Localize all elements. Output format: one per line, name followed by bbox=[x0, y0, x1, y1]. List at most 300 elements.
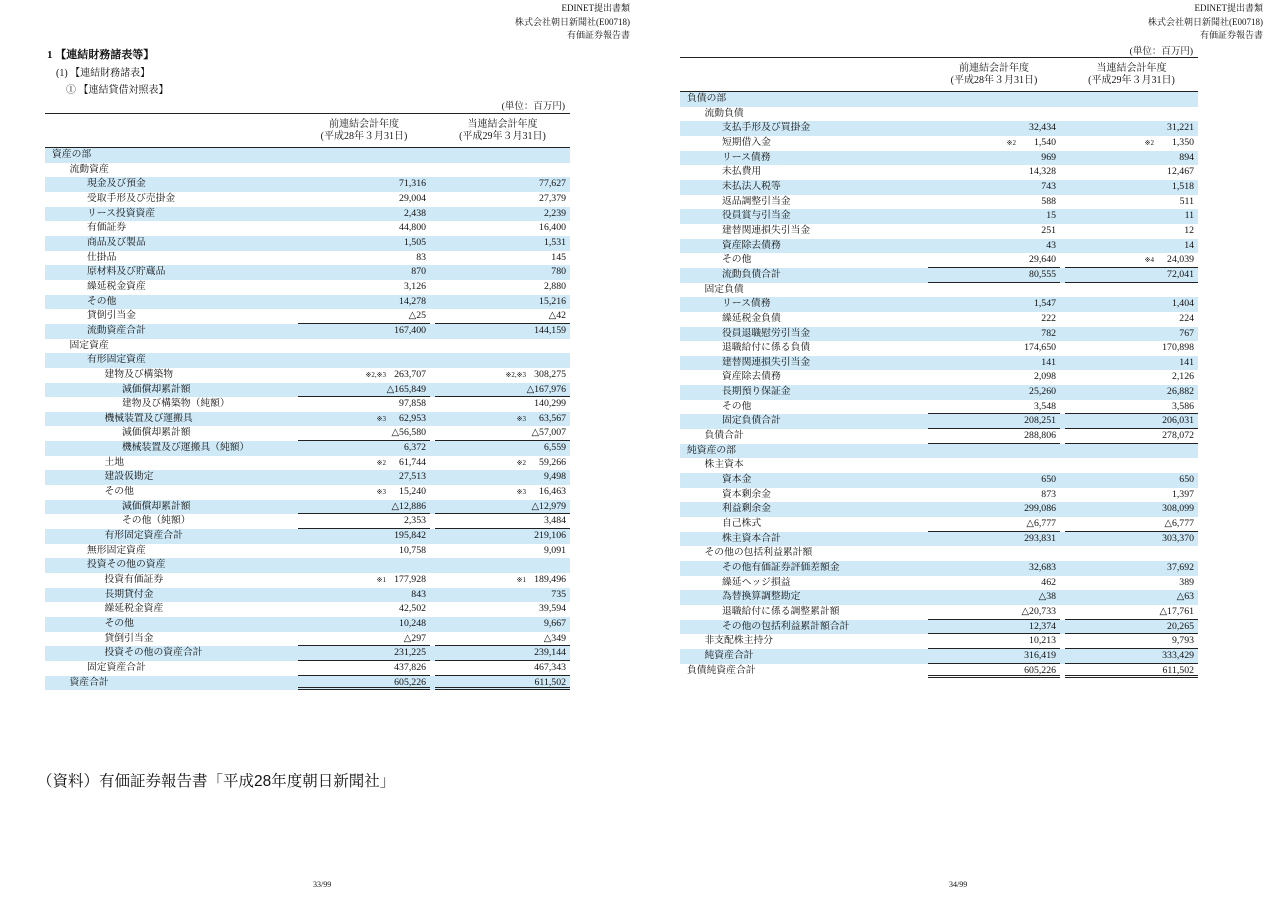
curr-year-value: △349 bbox=[543, 632, 566, 644]
prev-year-value: 588 bbox=[1041, 195, 1056, 207]
note-reference: ※2 bbox=[516, 458, 526, 467]
row-label: 資産合計 bbox=[69, 676, 109, 688]
curr-year-value-cell bbox=[435, 602, 570, 617]
curr-year-value: △6,777 bbox=[1164, 518, 1194, 530]
curr-year-value-cell bbox=[435, 163, 570, 178]
curr-year-value: 59,266 bbox=[539, 456, 566, 468]
prev-year-value-cell bbox=[928, 107, 1060, 122]
curr-year-value: 26,882 bbox=[1167, 386, 1194, 398]
table-row bbox=[680, 620, 1198, 635]
prev-year-value-cell bbox=[298, 558, 430, 573]
table-row bbox=[680, 634, 1198, 649]
curr-year-value-cell bbox=[1065, 561, 1198, 576]
row-label: 建替関連損失引当金 bbox=[722, 224, 811, 236]
table-row bbox=[680, 561, 1198, 576]
prev-year-value-cell bbox=[298, 500, 430, 515]
prev-year-value-cell bbox=[928, 605, 1060, 620]
curr-year-value-cell bbox=[1065, 341, 1198, 356]
table-row bbox=[45, 295, 570, 310]
prev-year-value-cell bbox=[298, 177, 430, 192]
prev-year-value-cell bbox=[298, 163, 430, 178]
prev-column-date: (平成28年３月31日) bbox=[320, 130, 408, 142]
row-label: 原材料及び貯蔵品 bbox=[87, 266, 166, 278]
curr-column-title: 当連結会計年度 bbox=[1096, 62, 1167, 74]
row-label: 資産除去債務 bbox=[722, 239, 781, 251]
prev-year-value-cell bbox=[298, 470, 430, 485]
prev-year-value: △6,777 bbox=[1026, 518, 1056, 530]
prev-year-value: 14,328 bbox=[1029, 166, 1056, 178]
curr-column-date: (平成29年３月31日) bbox=[459, 130, 546, 142]
curr-year-value-cell bbox=[435, 544, 570, 559]
prev-year-value: 29,640 bbox=[1029, 254, 1056, 266]
prev-year-value-cell bbox=[298, 573, 430, 588]
table-row bbox=[45, 368, 570, 383]
curr-year-value: 31,221 bbox=[1167, 122, 1194, 134]
curr-year-value: 224 bbox=[1179, 312, 1194, 324]
row-label: 固定資産合計 bbox=[87, 661, 146, 673]
curr-year-value-cell bbox=[1065, 356, 1198, 371]
row-label: 有形固定資産 bbox=[87, 354, 146, 366]
note-reference: ※2 bbox=[1006, 138, 1016, 147]
row-label: 有形固定資産合計 bbox=[104, 530, 183, 542]
prev-year-value: 42,502 bbox=[399, 603, 426, 615]
table-row bbox=[45, 602, 570, 617]
column-header-prev bbox=[928, 58, 1060, 91]
prev-year-value: 650 bbox=[1041, 474, 1056, 486]
table-row bbox=[45, 500, 570, 515]
table-row bbox=[45, 280, 570, 295]
header-label-cell bbox=[680, 58, 928, 91]
prev-year-value-cell bbox=[298, 544, 430, 559]
table-row bbox=[45, 221, 570, 236]
prev-year-value-cell bbox=[928, 634, 1060, 649]
curr-year-value-cell bbox=[1065, 92, 1198, 107]
curr-year-value: △63 bbox=[1176, 591, 1194, 603]
curr-year-value: 141 bbox=[1179, 356, 1194, 368]
table-row bbox=[680, 546, 1198, 561]
row-label: 有価証券 bbox=[87, 222, 127, 234]
row-label: 商品及び製品 bbox=[87, 236, 146, 248]
row-label: 役員賞与引当金 bbox=[722, 210, 791, 222]
table-row bbox=[45, 573, 570, 588]
prev-year-value: 83 bbox=[416, 251, 426, 263]
prev-year-value: 27,513 bbox=[399, 471, 426, 483]
note-reference: ※4 bbox=[1144, 256, 1154, 265]
table-row bbox=[680, 370, 1198, 385]
curr-year-value: 511 bbox=[1179, 195, 1194, 207]
row-label: 貸倒引当金 bbox=[104, 632, 154, 644]
curr-year-value-cell bbox=[435, 251, 570, 266]
curr-year-value-cell bbox=[1065, 385, 1198, 400]
curr-year-value-cell bbox=[1065, 136, 1198, 151]
row-label: 土地 bbox=[104, 456, 125, 468]
curr-year-value: 1,350 bbox=[1171, 136, 1194, 148]
header-label-cell bbox=[45, 114, 298, 147]
curr-year-value-cell bbox=[1065, 444, 1198, 459]
prev-year-value: 32,434 bbox=[1029, 122, 1056, 134]
prev-year-value: 1,505 bbox=[403, 236, 426, 248]
prev-year-value: 843 bbox=[411, 588, 426, 600]
curr-year-value-cell bbox=[435, 617, 570, 632]
table-header bbox=[45, 114, 570, 148]
curr-year-value-cell bbox=[435, 353, 570, 368]
curr-year-value-cell bbox=[435, 588, 570, 603]
liabilities-equity-table bbox=[680, 57, 1198, 678]
prev-year-value: 251 bbox=[1041, 224, 1056, 236]
prev-year-value-cell bbox=[298, 426, 430, 441]
curr-year-value-cell bbox=[435, 221, 570, 236]
subsection-heading: (1) 【連結財務諸表】 bbox=[56, 68, 151, 79]
curr-year-value-cell bbox=[435, 514, 570, 529]
table-row bbox=[45, 265, 570, 280]
prev-year-value: 2,438 bbox=[403, 207, 426, 219]
prev-year-value: 174,650 bbox=[1024, 342, 1056, 354]
curr-year-value: 1,397 bbox=[1171, 488, 1194, 500]
row-label: 退職給付に係る調整累計額 bbox=[722, 605, 840, 617]
row-label: 投資その他の資産合計 bbox=[104, 647, 203, 659]
note-reference: ※2,※3 bbox=[365, 370, 386, 379]
curr-year-value-cell bbox=[435, 661, 570, 676]
curr-year-value-cell bbox=[1065, 327, 1198, 342]
table-row bbox=[680, 327, 1198, 342]
row-label: その他 bbox=[104, 486, 134, 498]
prev-year-value-cell bbox=[298, 339, 430, 354]
table-row bbox=[45, 632, 570, 647]
prev-year-value-cell bbox=[928, 283, 1060, 298]
curr-year-value-cell bbox=[435, 676, 570, 691]
table-row bbox=[680, 151, 1198, 166]
curr-year-value: 467,343 bbox=[534, 661, 566, 673]
note-reference: ※3 bbox=[516, 414, 526, 423]
row-label: 固定負債合計 bbox=[722, 415, 781, 427]
row-label: リース投資資産 bbox=[87, 207, 156, 219]
row-label: その他の包括利益累計額合計 bbox=[722, 620, 850, 632]
section-heading: 1 【連結財務諸表等】 bbox=[47, 49, 155, 61]
curr-year-value: 308,275 bbox=[534, 368, 566, 380]
prev-year-value-cell bbox=[928, 546, 1060, 561]
curr-year-value: △57,007 bbox=[531, 427, 566, 439]
prev-year-value-cell bbox=[928, 385, 1060, 400]
curr-year-value: △17,761 bbox=[1159, 605, 1194, 617]
row-label: 負債合計 bbox=[704, 430, 744, 442]
curr-year-value-cell bbox=[1065, 649, 1198, 664]
prev-year-value: 10,758 bbox=[399, 544, 426, 556]
table-row bbox=[680, 576, 1198, 591]
curr-year-value: 767 bbox=[1179, 327, 1194, 339]
curr-year-value: 780 bbox=[551, 266, 566, 278]
prev-year-value: 208,251 bbox=[1024, 415, 1056, 427]
curr-year-value: 650 bbox=[1179, 474, 1194, 486]
curr-year-value: 9,498 bbox=[543, 471, 566, 483]
curr-year-value-cell bbox=[1065, 488, 1198, 503]
prev-year-value-cell bbox=[928, 532, 1060, 547]
row-label: 固定負債 bbox=[704, 283, 744, 295]
curr-year-value-cell bbox=[435, 368, 570, 383]
table-row bbox=[680, 121, 1198, 136]
prev-year-value-cell bbox=[298, 353, 430, 368]
row-label: 建替関連損失引当金 bbox=[722, 356, 811, 368]
table-row bbox=[45, 661, 570, 676]
prev-year-value-cell bbox=[928, 195, 1060, 210]
prev-column-title: 前連結会計年度 bbox=[959, 62, 1029, 74]
page-number: 34/99 bbox=[949, 880, 968, 889]
table-row bbox=[45, 617, 570, 632]
prev-year-value-cell bbox=[928, 253, 1060, 268]
prev-year-value-cell bbox=[298, 676, 430, 691]
prev-year-value: 6,372 bbox=[403, 442, 426, 454]
prev-year-value-cell bbox=[298, 588, 430, 603]
curr-year-value-cell bbox=[435, 441, 570, 456]
curr-year-value: 20,265 bbox=[1167, 620, 1194, 632]
header-company: 株式会社朝日新聞社(E00718) bbox=[1148, 16, 1263, 27]
curr-year-value: 3,484 bbox=[543, 515, 566, 527]
table-row bbox=[45, 412, 570, 427]
curr-year-value-cell bbox=[435, 558, 570, 573]
row-label: 負債の部 bbox=[687, 93, 727, 104]
curr-year-value-cell bbox=[1065, 429, 1198, 444]
prev-year-value-cell bbox=[298, 529, 430, 544]
prev-year-value: 1,540 bbox=[1033, 136, 1056, 148]
curr-year-value-cell bbox=[1065, 209, 1198, 224]
note-reference: ※2 bbox=[1144, 138, 1154, 147]
curr-year-value-cell bbox=[435, 397, 570, 412]
table-row bbox=[680, 180, 1198, 195]
prev-year-value: 177,928 bbox=[394, 574, 426, 586]
table-row bbox=[45, 441, 570, 456]
prev-year-value: 782 bbox=[1041, 327, 1056, 339]
prev-year-value-cell bbox=[298, 602, 430, 617]
header-report-type: 有価証券報告書 bbox=[566, 30, 630, 40]
prev-year-value: 62,953 bbox=[399, 412, 426, 424]
prev-year-value: 437,826 bbox=[394, 661, 426, 673]
prev-year-value-cell bbox=[298, 192, 430, 207]
prev-year-value-cell bbox=[928, 429, 1060, 444]
prev-year-value: 10,248 bbox=[399, 618, 426, 629]
row-label: 純資産合計 bbox=[704, 649, 754, 661]
prev-year-value-cell bbox=[928, 121, 1060, 136]
row-label: 繰延税金資産 bbox=[87, 280, 146, 292]
curr-year-value: △167,976 bbox=[526, 383, 566, 395]
prev-year-value-cell bbox=[928, 370, 1060, 385]
table-row bbox=[680, 488, 1198, 503]
prev-year-value: 80,555 bbox=[1029, 268, 1056, 280]
table-row bbox=[680, 590, 1198, 605]
prev-year-value-cell bbox=[298, 441, 430, 456]
prev-year-value: 15 bbox=[1046, 210, 1056, 222]
curr-year-value-cell bbox=[435, 324, 570, 339]
row-label: 未払法人税等 bbox=[722, 180, 781, 192]
row-label: リース債務 bbox=[722, 298, 771, 310]
row-label: 資産の部 bbox=[52, 149, 92, 160]
prev-year-value-cell bbox=[928, 473, 1060, 488]
curr-year-value: 27,379 bbox=[539, 192, 566, 204]
row-label: 減価償却累計額 bbox=[122, 427, 191, 439]
prev-year-value-cell bbox=[298, 632, 430, 647]
row-label: 建物及び構築物（純額） bbox=[122, 398, 230, 410]
curr-year-value: 2,239 bbox=[543, 207, 566, 219]
curr-year-value-cell bbox=[1065, 370, 1198, 385]
row-label: 流動資産合計 bbox=[87, 324, 146, 336]
curr-year-value: 9,793 bbox=[1171, 635, 1194, 647]
prev-year-value-cell bbox=[298, 383, 430, 398]
prev-year-value: 43 bbox=[1046, 239, 1056, 251]
source-note: （資料）有価証券報告書「平成28年度朝日新聞社」 bbox=[37, 773, 396, 790]
row-label: 機械装置及び運搬具（純額） bbox=[122, 442, 250, 454]
table-row bbox=[680, 664, 1198, 679]
curr-year-value-cell bbox=[435, 529, 570, 544]
prev-year-value: 873 bbox=[1041, 488, 1056, 500]
prev-year-value: 14,278 bbox=[399, 295, 426, 307]
row-label: 役員退職慰労引当金 bbox=[722, 327, 811, 339]
row-label: 株主資本 bbox=[704, 459, 744, 471]
curr-year-value: 6,559 bbox=[543, 442, 566, 454]
table-row bbox=[45, 676, 570, 691]
row-label: 長期預り保証金 bbox=[722, 386, 791, 398]
prev-year-value-cell bbox=[298, 251, 430, 266]
curr-column-date: (平成29年３月31日) bbox=[1088, 74, 1175, 86]
prev-year-value-cell bbox=[928, 502, 1060, 517]
prev-year-value-cell bbox=[298, 485, 430, 500]
prev-year-value-cell bbox=[928, 341, 1060, 356]
row-label: 貸倒引当金 bbox=[87, 310, 136, 322]
column-header-curr bbox=[1065, 58, 1198, 91]
prev-year-value: 605,226 bbox=[1024, 664, 1056, 676]
note-reference: ※1 bbox=[516, 576, 526, 585]
curr-year-value-cell bbox=[1065, 590, 1198, 605]
row-label: 流動資産 bbox=[69, 163, 109, 175]
curr-year-value-cell bbox=[435, 265, 570, 280]
curr-year-value-cell bbox=[435, 339, 570, 354]
row-label: 繰延ヘッジ損益 bbox=[722, 576, 791, 588]
table-row bbox=[45, 456, 570, 471]
curr-year-value: 2,880 bbox=[543, 280, 566, 292]
column-header-prev bbox=[298, 114, 430, 147]
prev-year-value-cell bbox=[298, 397, 430, 412]
prev-year-value: 263,707 bbox=[394, 368, 426, 380]
table-row bbox=[45, 646, 570, 661]
curr-year-value: 24,039 bbox=[1167, 254, 1194, 266]
curr-year-value-cell bbox=[435, 295, 570, 310]
row-label: 資本剰余金 bbox=[722, 488, 771, 500]
curr-year-value: 63,567 bbox=[539, 412, 566, 424]
curr-year-value-cell bbox=[1065, 283, 1198, 298]
prev-year-value-cell bbox=[298, 148, 430, 163]
table-row bbox=[680, 239, 1198, 254]
prev-year-value-cell bbox=[298, 661, 430, 676]
curr-year-value: 72,041 bbox=[1167, 268, 1194, 280]
table-row bbox=[680, 502, 1198, 517]
prev-year-value-cell bbox=[928, 327, 1060, 342]
row-label: 自己株式 bbox=[722, 518, 762, 530]
table-row bbox=[680, 297, 1198, 312]
table-row bbox=[45, 148, 570, 163]
row-label: 株主資本合計 bbox=[722, 532, 781, 544]
prev-year-value-cell bbox=[298, 207, 430, 222]
prev-year-value: 288,806 bbox=[1024, 430, 1056, 442]
unit-label: (単位：百万円) bbox=[1129, 47, 1193, 57]
prev-year-value-cell bbox=[928, 136, 1060, 151]
curr-year-value-cell bbox=[1065, 224, 1198, 239]
prev-year-value-cell bbox=[928, 664, 1060, 679]
prev-year-value: 44,800 bbox=[399, 222, 426, 234]
curr-year-value: 9,091 bbox=[543, 544, 566, 556]
table-row bbox=[680, 107, 1198, 122]
curr-year-value: 144,159 bbox=[534, 324, 566, 336]
prev-year-value: 97,858 bbox=[399, 398, 426, 410]
curr-year-value: 1,404 bbox=[1171, 298, 1194, 310]
row-label: 繰延税金資産 bbox=[104, 603, 164, 615]
curr-year-value: 16,463 bbox=[539, 486, 566, 498]
curr-year-value: 206,031 bbox=[1162, 415, 1194, 427]
table-row bbox=[45, 470, 570, 485]
prev-year-value-cell bbox=[298, 412, 430, 427]
prev-year-value-cell bbox=[298, 221, 430, 236]
curr-year-value: 189,496 bbox=[534, 574, 566, 586]
prev-year-value-cell bbox=[928, 92, 1060, 107]
table-row bbox=[680, 92, 1198, 107]
curr-year-value: 2,126 bbox=[1171, 371, 1194, 383]
table-row bbox=[45, 339, 570, 354]
prev-year-value-cell bbox=[928, 151, 1060, 166]
table-header bbox=[680, 58, 1198, 92]
prev-year-value: 969 bbox=[1041, 151, 1056, 163]
row-label: 長期貸付金 bbox=[104, 588, 154, 600]
table-row bbox=[680, 400, 1198, 415]
curr-year-value-cell bbox=[1065, 151, 1198, 166]
unit-label: (単位：百万円) bbox=[501, 102, 565, 112]
curr-year-value: 140,299 bbox=[534, 398, 566, 410]
table-row bbox=[680, 429, 1198, 444]
row-label: 流動負債合計 bbox=[722, 268, 781, 280]
row-label: 建物及び構築物 bbox=[104, 368, 174, 380]
prev-year-value: △20,733 bbox=[1021, 605, 1056, 617]
curr-column-title: 当連結会計年度 bbox=[467, 118, 538, 130]
prev-column-title: 前連結会計年度 bbox=[329, 118, 399, 130]
curr-year-value: 14 bbox=[1184, 239, 1194, 251]
row-label: その他 bbox=[104, 618, 134, 629]
curr-year-value-cell bbox=[1065, 195, 1198, 210]
curr-year-value-cell bbox=[1065, 268, 1198, 283]
table-row bbox=[680, 605, 1198, 620]
table-row bbox=[680, 283, 1198, 298]
table-row bbox=[45, 324, 570, 339]
curr-year-value-cell bbox=[435, 646, 570, 661]
header-report-type: 有価証券報告書 bbox=[1199, 30, 1263, 40]
row-label: 返品調整引当金 bbox=[722, 195, 791, 207]
page-34 bbox=[640, 0, 1280, 915]
document-header bbox=[1148, 2, 1263, 43]
curr-year-value-cell bbox=[1065, 576, 1198, 591]
row-label: 減価償却累計額 bbox=[122, 383, 191, 395]
prev-year-value: 141 bbox=[1041, 356, 1056, 368]
curr-year-value-cell bbox=[1065, 165, 1198, 180]
curr-year-value: 16,400 bbox=[539, 222, 566, 234]
table-row bbox=[45, 588, 570, 603]
row-label: 受取手形及び売掛金 bbox=[87, 192, 176, 204]
curr-year-value-cell bbox=[1065, 107, 1198, 122]
table-row bbox=[680, 385, 1198, 400]
table-row bbox=[45, 177, 570, 192]
table-row bbox=[45, 397, 570, 412]
prev-year-value: 32,683 bbox=[1029, 562, 1056, 573]
curr-year-value-cell bbox=[1065, 634, 1198, 649]
header-company: 株式会社朝日新聞社(E00718) bbox=[515, 16, 630, 27]
table-row bbox=[45, 309, 570, 324]
curr-year-value-cell bbox=[1065, 414, 1198, 429]
prev-year-value-cell bbox=[928, 517, 1060, 532]
curr-year-value: 333,429 bbox=[1162, 649, 1194, 661]
curr-year-value-cell bbox=[435, 309, 570, 324]
